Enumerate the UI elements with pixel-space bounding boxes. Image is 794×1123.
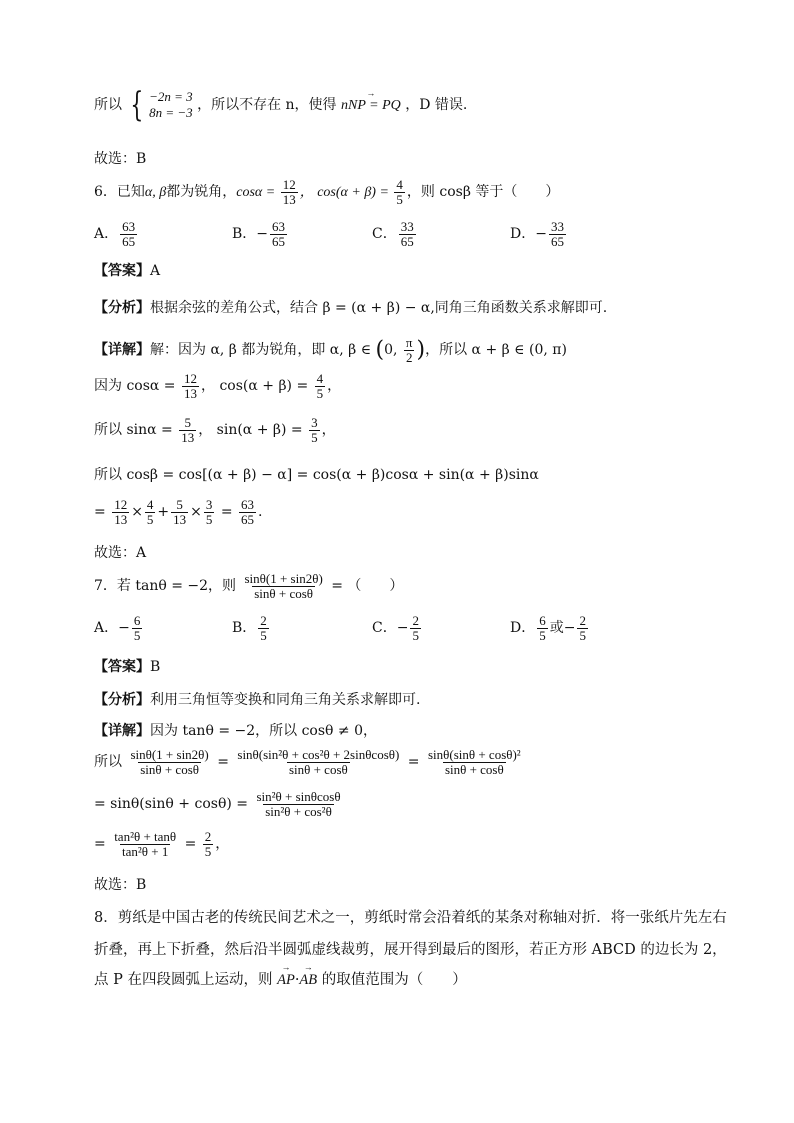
option-b[interactable]: B．− $\frac{63}{65}$ (232, 219, 286, 249)
math: ， cos(α + β) = (299, 185, 393, 201)
option-d[interactable]: D．− $\frac{33}{65}$ (510, 219, 564, 249)
step: = sinθ(sinθ + cosθ) = $\frac{\text{sin²θ + sinθcosθ}}{\text{sin²θ + cos²θ}}$ (94, 789, 341, 819)
answer-select: 故选：A (94, 545, 147, 561)
solution-line (94, 85, 468, 125)
answer-select: 故选：B (94, 151, 147, 167)
text: 所以 (94, 97, 122, 113)
text: 都为锐角， (166, 184, 237, 201)
step: 所以 cosβ = cos[(α + β) − α] = cos(α + β)cosα + sin(α + β)sinα (94, 467, 539, 483)
answer-value: A (150, 263, 161, 279)
question-8-line: 8．剪纸是中国古老的传统民间艺术之一，剪纸时常会沿着纸的某条对称轴对折．将一张纸片先左右 (94, 910, 727, 926)
question-6 (94, 178, 559, 206)
analysis (94, 297, 607, 317)
option-a[interactable]: A．− $\frac{6}{5}$ (94, 613, 141, 643)
vector-expression: → nNP = PQ (341, 98, 401, 114)
text: ，所以不存在 n，使得 (197, 97, 342, 113)
step: 所以 $\frac{\sin\theta(1 + \sin 2\theta)}{\sin\theta + \cos\theta}$ = $\frac{\text{sinθ(sin²θ + cos²θ + 2sinθcosθ)}}{\sin\theta + \cos\theta}$ = $\frac{\text{sinθ(sinθ + cosθ)²}}{\sin\theta + \cos\theta}$ (94, 747, 521, 777)
answer: 【答案】B (94, 659, 161, 675)
system-row: −2n = 3 (149, 89, 193, 105)
option-c[interactable]: C． $\frac{33}{65}$ (372, 219, 414, 249)
math: cosα = (236, 185, 279, 201)
option-d[interactable]: D． $\frac{6}{5}$ 或− $\frac{2}{5}$ (510, 613, 586, 643)
fraction: $\frac{4}{5}$ (396, 177, 403, 207)
detail: 【详解】因为 tanθ = −2，所以 cosθ ≠ 0， (94, 723, 378, 739)
question-8-line: 点 P 在四段圆弧上运动，则 → AP·→ AB 的取值范围为（ ） (94, 968, 467, 989)
system-row: 8n = −3 (149, 105, 193, 120)
vector-ab: → AB (299, 972, 317, 989)
option-b[interactable]: B． $\frac{2}{5}$ (232, 613, 267, 643)
analysis: 【分析】利用三角恒等变换和同角三角关系求解即可. (94, 692, 421, 708)
question-number: 6．已知 (94, 184, 145, 201)
equation-system (126, 85, 193, 125)
fraction: $\frac{12}{13}$ (282, 177, 296, 207)
vector-ap: → AP (277, 972, 295, 989)
step: = $\frac{12}{13}$ × $\frac{4}{5}$ + $\frac{5}{13}$ × $\frac{3}{5}$ = $\frac{63}{65}$ . (94, 497, 263, 527)
detail-tag: 【详解】 (94, 342, 150, 359)
question-8-line: 折叠，再上下折叠，然后沿半圆弧虚线裁剪，展开得到最后的图形，若正方形 ABCD 的边长为 2， (94, 942, 727, 958)
option-c[interactable]: C．− $\frac{2}{5}$ (372, 613, 419, 643)
step: = $\frac{\text{tan²θ + tanθ}}{\text{tan²θ + 1}}$ = $\frac{2}{5}$ ， (94, 829, 230, 859)
step: 所以 sinα = $\frac{5}{13}$ ， sin(α + β) = $\frac{3}{5}$ ， (94, 415, 336, 445)
answer-tag: 【答案】 (94, 263, 150, 279)
text: ，则 cosβ 等于（ ） (406, 184, 560, 201)
analysis-tag: 【分析】 (94, 300, 150, 316)
step: 因为 cosα = $\frac{12}{13}$ ， cos(α + β) = $\frac{4}{5}$ ， (94, 371, 342, 401)
text: ，D 错误. (405, 97, 468, 113)
question-7: 7．若 tanθ = −2，则 $\frac{\sin\theta(1 + \sin 2\theta)}{\sin\theta + \cos\theta}$ = （ ） (94, 571, 404, 601)
brace-icon: { (130, 85, 144, 125)
answer (94, 260, 160, 280)
answer-select: 故选：B (94, 877, 147, 893)
math: α, β (144, 185, 167, 201)
analysis-text: 根据余弦的差角公式，结合 β = (α + β) − α,同角三角函数关系求解即可. (150, 300, 608, 316)
option-a[interactable]: A． $\frac{63}{65}$ (94, 219, 136, 249)
detail: 【详解】解：因为 α, β 都为锐角，即 α, β ∈ (0, $\frac{\pi}{2}$ )，所以 α + β ∈ (0, π) (94, 335, 567, 365)
